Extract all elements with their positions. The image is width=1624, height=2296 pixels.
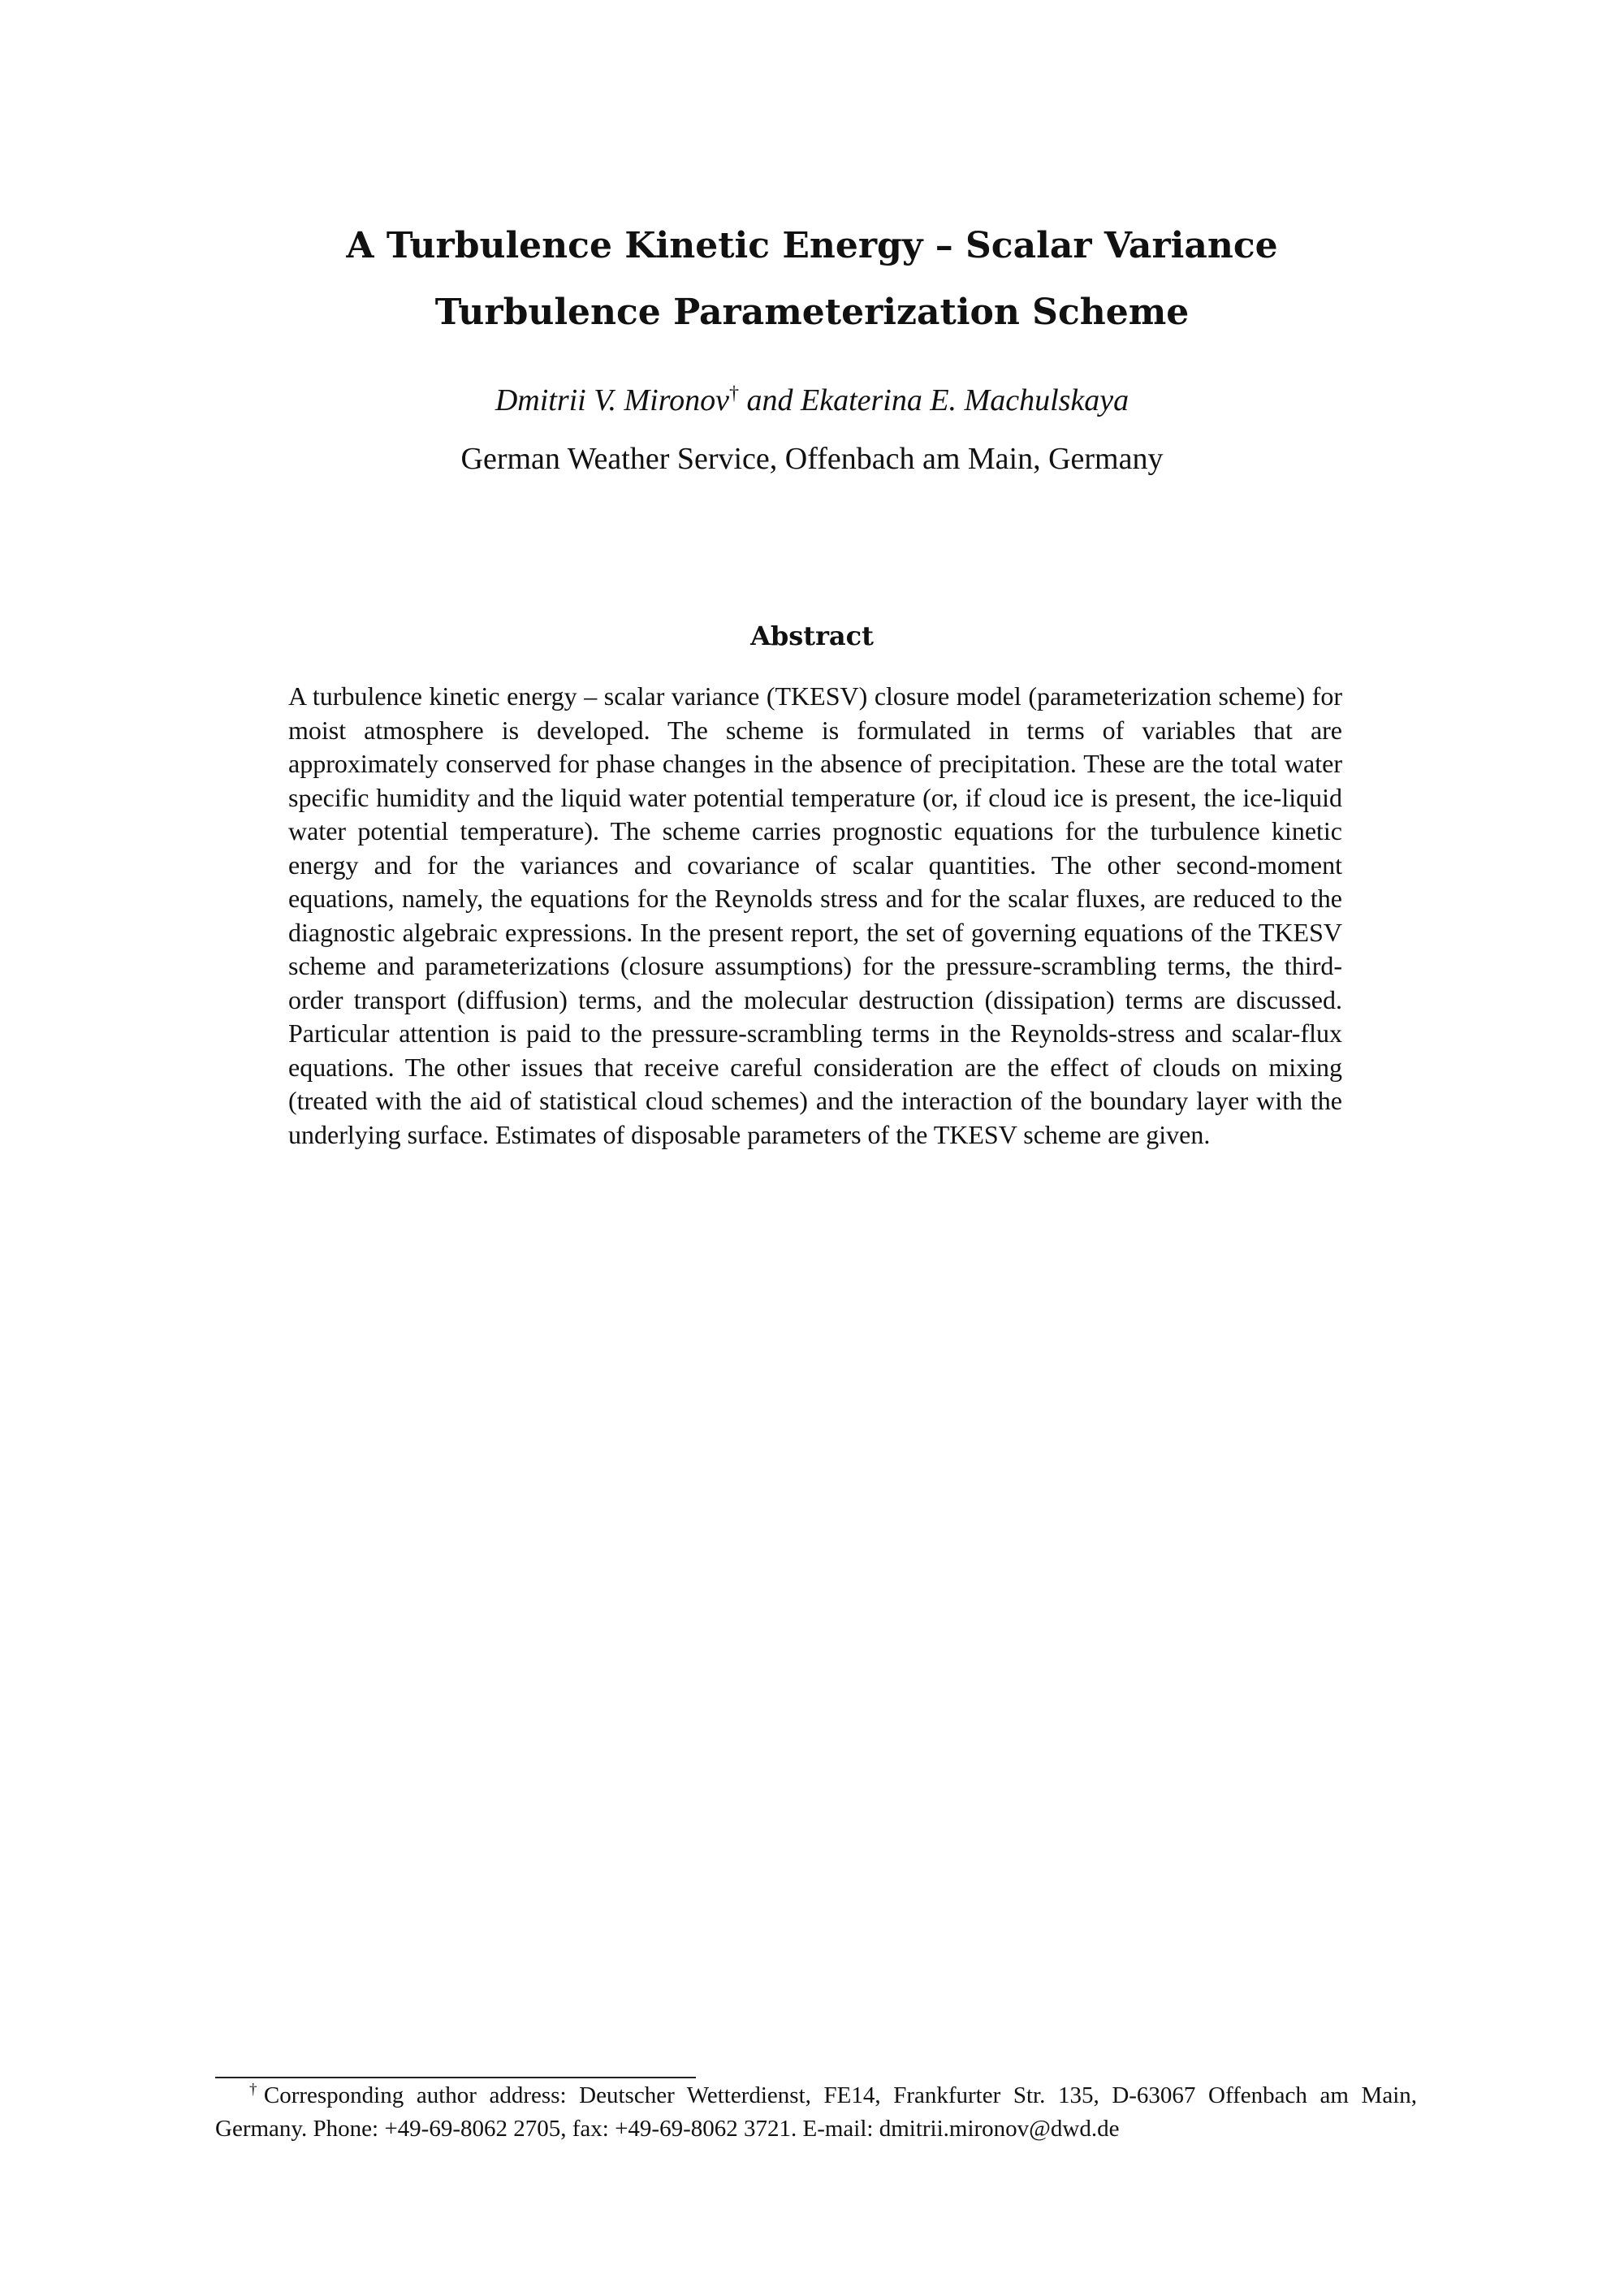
footnote-text: Corresponding author address: Deutscher Wetterdienst, FE14, Frankfurter Str. 135, D-63067 Offenbach am Main, Germany. Phone: +49-69-8062 2705, fax: +49-69-8062 3721. E-mail: dmitrii.mironov@dwd.de bbox=[215, 2082, 1417, 2142]
author-list bbox=[244, 380, 1380, 421]
affiliation: German Weather Service, Offenbach am Main, Germany bbox=[460, 442, 1164, 476]
author-connector: and bbox=[739, 383, 801, 417]
abstract-text: A turbulence kinetic energy – scalar variance (TKESV) closure model (parameterization scheme) for moist atmosphere is developed. The scheme is formulated in terms of variables that are approximately conserved for phase changes in the absence of precipitation. These are the total water specific humidity and the liquid water potential temperature (or, if cloud ice is present, the ice-liquid water potential temperature). The scheme carries prognostic equations for the turbulence kinetic energy and for the variances and covariance of scalar quantities. The other second-moment equations, namely, the equations for the Reynolds stress and for the scalar fluxes, are reduced to the diagnostic algebraic expressions. In the present report, the set of governing equations of the TKESV scheme and parameterizations (closure assumptions) for the pressure-scrambling terms, the third-order transport (diffusion) terms, and the molecular destruction (dissipation) terms are discussed. Particular attention is paid to the pressure-scrambling terms in the Reynolds-stress and scalar-flux equations. The other issues that receive careful consideration are the effect of clouds on mixing (treated with the aid of statistical cloud schemes) and the interaction of the boundary layer with the underlying surface. Estimates of disposable parameters of the TKESV scheme are given. bbox=[288, 681, 1342, 1149]
title-line-1: A Turbulence Kinetic Energy – Scalar Variance bbox=[346, 225, 1278, 266]
title-line-2: Turbulence Parameterization Scheme bbox=[434, 292, 1190, 333]
footnote-mark-author: † bbox=[729, 383, 739, 404]
abstract-heading: Abstract bbox=[750, 620, 874, 651]
footnote-mark: † bbox=[249, 2081, 264, 2099]
paper-title bbox=[244, 213, 1380, 346]
footnote bbox=[215, 2079, 1417, 2146]
author-machulskaya: Ekaterina E. Machulskaya bbox=[801, 383, 1129, 417]
author-mironov: Dmitrii V. Mironov bbox=[495, 383, 729, 417]
footnote-divider bbox=[215, 2077, 696, 2078]
